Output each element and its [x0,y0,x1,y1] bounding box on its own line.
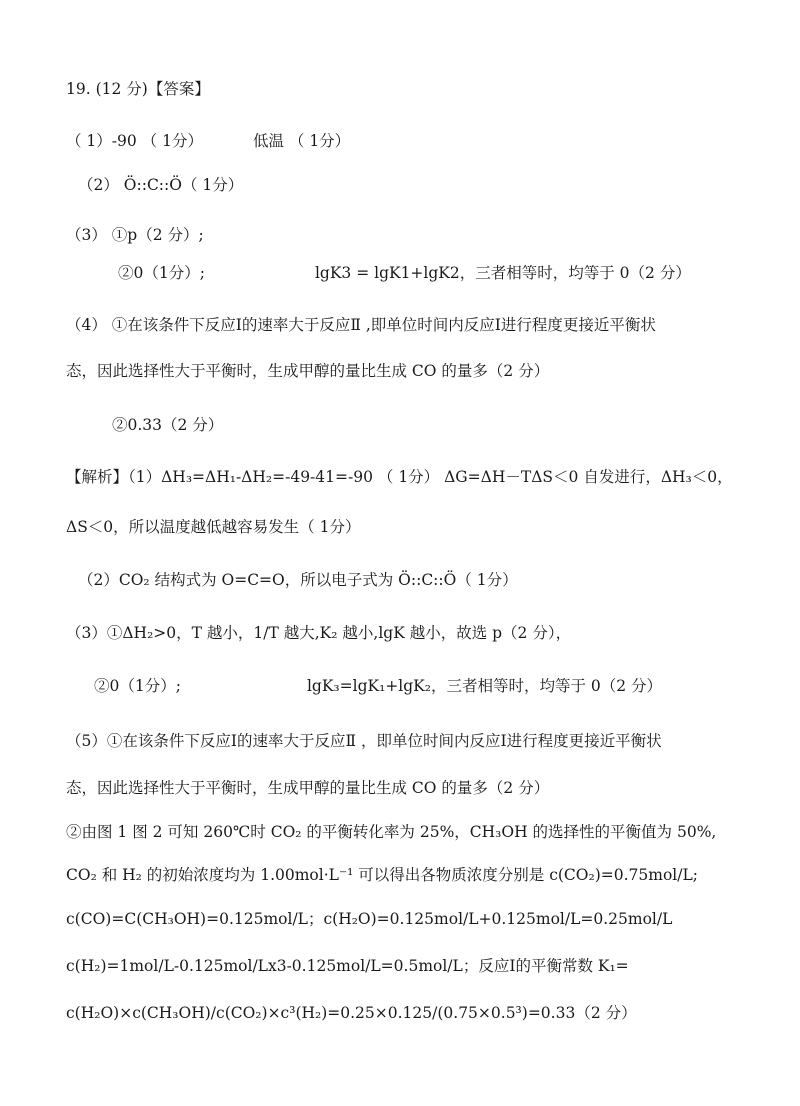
answer-1 [66,130,350,152]
analysis-3-part2 [94,675,662,697]
analysis-3-part1: （3）①ΔH₂>0，T 越小，1/T 越大,K₂ 越小,lgK 越小，故选 p（2 分）， [66,624,572,642]
analysis-2: （2）CO₂ 结构式为 O=C=O，所以电子式为 Ö::C::Ö（ 1分） [78,571,518,589]
analysis-5-line1: （5）①在该条件下反应Ⅰ的速率大于反应Ⅱ ，即单位时间内反应Ⅰ进行程度更接近平衡状 [66,732,662,750]
answer-3-part1: （3） ①p（2 分）; [66,226,204,244]
answer-3-part2 [118,262,691,284]
analysis-5-line3: ②由图 1 图 2 可知 260℃时 CO₂ 的平衡转化率为 25%，CH₃OH 的选择性的平衡值为 50%, [66,823,717,841]
analysis-5-line4: CO₂ 和 H₂ 的初始浓度均为 1.00mol·L⁻¹ 可以得出各物质浓度分别是 c(CO₂)=0.75mol/L; [66,866,698,884]
analysis-3-part2-relation: lgK₃=lgK₁+lgK₂，三者相等时，均等于 0（2 分） [306,677,663,695]
analysis-1-line2: ΔS＜0，所以温度越低越容易发生（ 1分） [66,518,361,536]
analysis-5-line7: c(H₂O)×c(CH₃OH)/c(CO₂)×c³(H₂)=0.25×0.125/(0.75×0.5³)=0.33（2 分） [66,1004,637,1022]
answer-2: （2） Ö::C::Ö（ 1分） [78,176,244,194]
analysis-5-line5: c(CO)=C(CH₃OH)=0.125mol/L；c(H₂O)=0.125mol/L+0.125mol/L=0.25mol/L [66,910,673,928]
answer-4-line2: 态，因此选择性大于平衡时，生成甲醇的量比生成 CO 的量多（2 分） [66,362,550,380]
analysis-5-line2: 态，因此选择性大于平衡时，生成甲醇的量比生成 CO 的量多（2 分） [66,779,550,797]
answer-4-line1: （4） ①在该条件下反应Ⅰ的速率大于反应Ⅱ ,即单位时间内反应Ⅰ进行程度更接近平衡状 [66,316,656,334]
analysis-5-line6: c(H₂)=1mol/L-0.125mol/Lx3-0.125mol/L=0.5mol/L；反应Ⅰ的平衡常数 K₁= [66,957,629,975]
answer-1-condition: 低温 （ 1分） [252,132,351,150]
analysis-3-part2-value: ②0（1分）; [94,677,181,695]
answer-3-part2-relation: lgK3 = lgK1+lgK2，三者相等时，均等于 0（2 分） [314,264,691,282]
question-header: 19. (12 分)【答案】 [66,80,210,98]
answer-4-part2: ②0.33（2 分） [112,416,224,434]
answer-1-value: （ 1）-90 （ 1分） [66,132,203,150]
analysis-1-line1: 【解析】（1）ΔH₃=ΔH₁-ΔH₂=-49-41=-90 （ 1分） ΔG=ΔH－TΔS＜0 自发进行，ΔH₃＜0， [66,468,733,486]
answer-3-part2-value: ②0（1分）; [118,264,205,282]
